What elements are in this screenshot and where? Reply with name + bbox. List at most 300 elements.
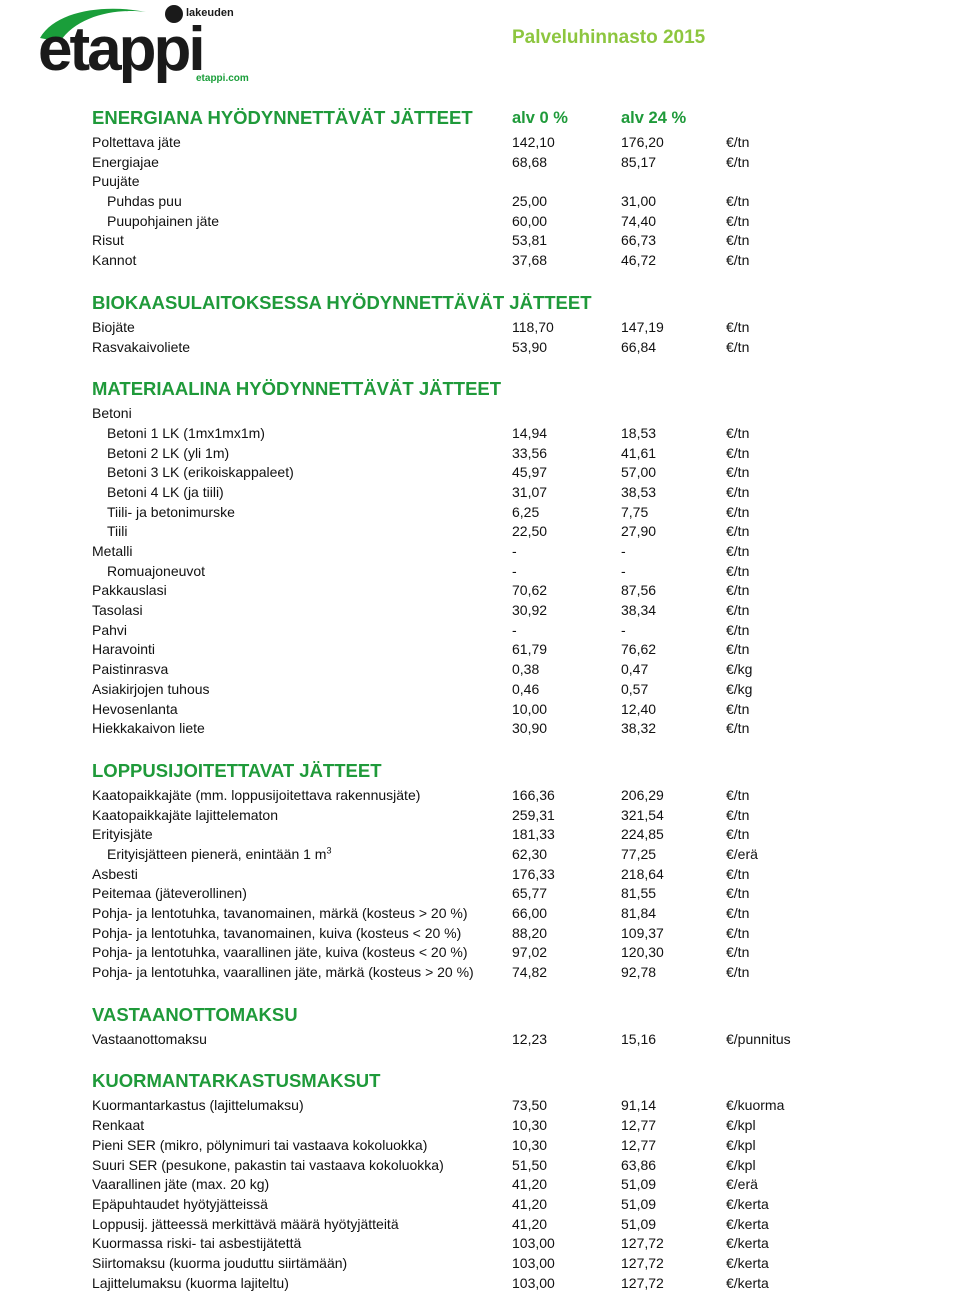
row-label: [92, 621, 127, 641]
price-vat0: 60,00: [512, 212, 548, 229]
row-label: [107, 845, 331, 865]
price-row: [92, 700, 952, 720]
section-header: [92, 1070, 952, 1096]
row-label: [92, 404, 132, 424]
price-vat0: 41,20: [512, 1195, 548, 1212]
row-label-text: Asbesti: [92, 865, 138, 882]
price-vat24: 224,85: [621, 826, 664, 843]
price-vat0: 30,92: [512, 602, 548, 619]
price-unit: €/tn: [726, 318, 750, 335]
price-vat24: -: [621, 562, 626, 579]
logo-url-text: etappi.com: [196, 73, 249, 84]
row-label-text: Kannot: [92, 252, 137, 269]
row-label: [92, 640, 155, 660]
row-label: [92, 700, 178, 720]
price-vat0: 259,31: [512, 806, 555, 823]
price-unit: €/tn: [726, 338, 750, 355]
row-label: [92, 660, 168, 680]
price-unit: €/erä: [726, 1176, 758, 1193]
price-unit: €/tn: [726, 562, 750, 579]
row-label: [92, 1195, 268, 1215]
price-row: [92, 318, 952, 338]
row-label: [92, 133, 181, 153]
row-label: [92, 806, 278, 826]
price-vat0: 53,90: [512, 338, 548, 355]
row-label: [107, 562, 205, 582]
price-row: [92, 463, 952, 483]
price-row: [92, 503, 952, 523]
price-row: [92, 212, 952, 232]
row-label: [92, 963, 474, 983]
row-label-text: Energiajae: [92, 153, 159, 170]
price-vat0: 30,90: [512, 720, 548, 737]
row-label: [92, 1175, 269, 1195]
price-row: [92, 845, 952, 865]
price-unit: €/tn: [726, 252, 750, 269]
row-label: [92, 601, 143, 621]
row-label: [92, 865, 138, 885]
row-label-text: Erityisjätteen pienerä, enintään 1 m: [107, 845, 327, 862]
section-title: BIOKAASULAITOKSESSA HYÖDYNNETTÄVÄT JÄTTEET: [92, 291, 592, 313]
price-unit: €/tn: [726, 483, 750, 500]
row-label-text: Pohja- ja lentotuhka, tavanomainen, märkä (kosteus > 20 %): [92, 905, 468, 921]
price-row: [92, 660, 952, 680]
row-label: [92, 1234, 301, 1254]
price-row: [92, 424, 952, 444]
price-unit: €/tn: [726, 826, 750, 843]
price-vat24: -: [621, 621, 626, 638]
price-row: [92, 1234, 952, 1254]
section-header: [92, 760, 952, 786]
price-vat0: 12,23: [512, 1030, 548, 1047]
price-row: [92, 601, 952, 621]
price-unit: €/tn: [726, 944, 750, 961]
price-unit: €/kpl: [726, 1117, 756, 1134]
price-row: [92, 1096, 952, 1116]
price-section: [92, 760, 952, 983]
row-label: [92, 318, 135, 338]
row-label-text: Rasvakaivoliete: [92, 338, 191, 355]
price-vat0: 176,33: [512, 865, 555, 882]
price-row: [92, 943, 952, 963]
price-vat24: 51,09: [621, 1195, 657, 1212]
price-row: [92, 963, 952, 983]
row-label-text: Betoni 2 LK (yli 1m): [107, 444, 230, 461]
price-unit: €/kpl: [726, 1156, 756, 1173]
price-vat24: 31,00: [621, 193, 657, 210]
row-label: [92, 1156, 444, 1176]
price-row: [92, 621, 952, 641]
price-vat24: 218,64: [621, 865, 664, 882]
price-vat24: 27,90: [621, 523, 657, 540]
row-label-text: Lajittelumaksu (kuorma lajiteltu): [92, 1274, 289, 1291]
price-vat24: 38,53: [621, 483, 657, 500]
price-section: [92, 378, 952, 739]
row-label: [92, 904, 467, 924]
row-label-text: Risut: [92, 232, 124, 249]
price-vat24: 63,86: [621, 1156, 657, 1173]
price-row: [92, 1175, 952, 1195]
row-label: [92, 153, 159, 173]
row-label: [107, 483, 224, 503]
row-label-text: Tiili: [107, 523, 128, 540]
row-label-text: Pohja- ja lentotuhka, tavanomainen, kuiva (kosteus < 20 %): [92, 924, 462, 941]
price-vat24: 12,40: [621, 700, 657, 717]
row-label-text: Pohja- ja lentotuhka, vaarallinen jäte, märkä (kosteus > 20 %): [92, 964, 474, 981]
price-vat0: 97,02: [512, 944, 548, 961]
price-vat24: 206,29: [621, 786, 664, 803]
row-label: [92, 338, 190, 358]
price-vat0: 45,97: [512, 464, 548, 481]
price-list: [92, 107, 952, 1314]
section-title: LOPPUSIJOITETTAVAT JÄTTEET: [92, 759, 382, 781]
price-unit: €/kpl: [726, 1136, 756, 1153]
price-vat0: 65,77: [512, 885, 548, 902]
price-vat0: 70,62: [512, 582, 548, 599]
price-unit: €/tn: [726, 786, 750, 803]
price-vat24: 51,09: [621, 1215, 657, 1232]
price-vat0: 37,68: [512, 252, 548, 269]
section-header: [92, 292, 952, 318]
row-label-text: Poltettava jäte: [92, 134, 181, 150]
price-vat0: 73,50: [512, 1097, 548, 1114]
price-row: [92, 865, 952, 885]
price-row: [92, 1136, 952, 1156]
price-section: [92, 107, 952, 271]
row-label: [92, 719, 205, 739]
price-vat24: 74,40: [621, 212, 657, 229]
row-label: [107, 192, 182, 212]
price-unit: €/kg: [726, 680, 753, 697]
price-vat0: 142,10: [512, 134, 555, 150]
row-label-text: Puhdas puu: [107, 193, 182, 210]
price-vat0: 0,38: [512, 661, 540, 678]
price-vat0: 103,00: [512, 1274, 555, 1291]
row-label-text: Pakkauslasi: [92, 582, 167, 599]
price-vat24: 12,77: [621, 1117, 657, 1134]
logo-top-text: lakeuden: [186, 7, 234, 19]
price-vat0: 53,81: [512, 232, 548, 249]
price-row: [92, 483, 952, 503]
price-unit: €/tn: [726, 720, 750, 737]
price-unit: €/punnitus: [726, 1030, 791, 1047]
row-label-text: Romuajoneuvot: [107, 562, 206, 579]
price-row: [92, 581, 952, 601]
row-label-text: Betoni 3 LK (erikoiskappaleet): [107, 464, 294, 481]
price-vat24: 57,00: [621, 464, 657, 481]
price-row: [92, 522, 952, 542]
price-vat0: 14,94: [512, 424, 548, 441]
row-label: [92, 825, 153, 845]
price-vat0: 103,00: [512, 1254, 555, 1271]
row-label-text: Betoni 1 LK (1mx1mx1m): [107, 424, 265, 441]
price-vat24: 66,73: [621, 232, 657, 249]
row-label: [92, 251, 136, 271]
price-vat0: 74,82: [512, 964, 548, 981]
price-vat24: 109,37: [621, 924, 664, 941]
price-unit: €/tn: [726, 905, 750, 921]
price-unit: €/kerta: [726, 1195, 769, 1212]
price-vat24: 120,30: [621, 944, 664, 961]
price-vat0: 118,70: [512, 318, 554, 335]
section-header: [92, 107, 952, 133]
row-label: [92, 884, 247, 904]
row-label: [107, 503, 235, 523]
row-label: [92, 786, 420, 806]
row-label: [92, 172, 139, 192]
price-vat24: 38,32: [621, 720, 657, 737]
price-vat0: 41,20: [512, 1215, 548, 1232]
price-vat0: 62,30: [512, 845, 548, 862]
price-row: [92, 153, 952, 173]
price-unit: €/kerta: [726, 1235, 769, 1252]
price-vat24: 38,34: [621, 602, 657, 619]
price-vat0: 41,20: [512, 1176, 548, 1193]
price-row: [92, 1195, 952, 1215]
row-label: [92, 1215, 399, 1235]
row-label-text: Hiekkakaivon liete: [92, 720, 205, 737]
row-label-text: Kaatopaikkajäte lajittelematon: [92, 806, 279, 823]
row-label: [92, 1030, 207, 1050]
price-row: [92, 719, 952, 739]
price-vat24: 76,62: [621, 641, 657, 658]
price-row: [92, 825, 952, 845]
price-row: [92, 806, 952, 826]
section-title: ENERGIANA HYÖDYNNETTÄVÄT JÄTTEET: [92, 107, 473, 128]
price-row: [92, 133, 952, 153]
price-vat0: -: [512, 543, 517, 559]
row-label-text: Pohja- ja lentotuhka, vaarallinen jäte, kuiva (kosteus < 20 %): [92, 944, 468, 961]
price-vat24: 85,17: [621, 153, 657, 170]
row-label-text: Epäpuhtaudet hyötyjätteissä: [92, 1195, 268, 1212]
price-unit: €/tn: [726, 444, 750, 461]
row-label: [92, 581, 167, 601]
price-unit: €/tn: [726, 153, 750, 170]
price-vat24: -: [621, 543, 626, 559]
price-row: [92, 251, 952, 271]
row-label-text: Betoni: [92, 405, 132, 422]
price-unit: €/tn: [726, 924, 750, 941]
price-row: [92, 640, 952, 660]
row-label-text: Haravointi: [92, 641, 156, 658]
price-vat0: 68,68: [512, 153, 548, 170]
price-row: [92, 338, 952, 358]
price-vat24: 0,47: [621, 661, 649, 678]
row-label-superscript: 3: [326, 845, 332, 856]
row-label: [92, 1116, 144, 1136]
price-vat24: 91,14: [621, 1097, 657, 1114]
price-row: [92, 884, 952, 904]
price-row: [92, 1274, 952, 1294]
column-header-vat0: alv 0 %: [512, 109, 568, 127]
price-vat24: 92,78: [621, 964, 657, 981]
price-unit: €/tn: [726, 212, 750, 229]
price-vat24: 147,19: [621, 318, 664, 335]
price-unit: €/kerta: [726, 1274, 769, 1291]
price-unit: €/tn: [726, 134, 750, 150]
price-vat0: -: [512, 621, 517, 638]
price-row: [92, 542, 952, 562]
price-unit: €/tn: [726, 806, 750, 823]
price-row: [92, 1116, 952, 1136]
price-vat24: 12,77: [621, 1136, 657, 1153]
row-label: [107, 212, 219, 232]
price-unit: €/tn: [726, 602, 750, 619]
price-vat0: 22,50: [512, 523, 548, 540]
row-label-text: Tiili- ja betonimurske: [107, 503, 235, 520]
section-title: MATERIAALINA HYÖDYNNETTÄVÄT JÄTTEET: [92, 378, 502, 400]
row-label: [107, 522, 127, 542]
row-label-text: Paistinrasva: [92, 661, 169, 678]
row-label: [92, 542, 132, 562]
row-label-text: Suuri SER (pesukone, pakastin tai vastaava kokoluokka): [92, 1156, 444, 1173]
price-vat0: -: [512, 562, 517, 579]
price-row: [92, 924, 952, 944]
price-unit: €/kuorma: [726, 1097, 785, 1114]
price-vat24: 81,84: [621, 905, 657, 921]
row-label-text: Kuormantarkastus (lajittelumaksu): [92, 1097, 304, 1114]
price-vat24: 18,53: [621, 424, 657, 441]
row-label-text: Peitemaa (jäteverollinen): [92, 885, 247, 902]
price-unit: €/tn: [726, 232, 750, 249]
price-vat0: 10,00: [512, 700, 548, 717]
price-vat24: 77,25: [621, 845, 657, 862]
price-unit: €/tn: [726, 865, 750, 882]
row-label-text: Vaarallinen jäte (max. 20 kg): [92, 1176, 270, 1193]
row-label-text: Kuormassa riski- tai asbestijätettä: [92, 1235, 302, 1252]
price-vat24: 15,16: [621, 1030, 657, 1047]
price-vat0: 88,20: [512, 924, 548, 941]
price-unit: €/kerta: [726, 1215, 769, 1232]
price-row: [92, 680, 952, 700]
price-row: [92, 404, 952, 424]
price-unit: €/tn: [726, 885, 750, 902]
row-label-text: Puupohjainen jäte: [107, 212, 220, 229]
row-label-text: Pieni SER (mikro, pölynimuri tai vastaava kokoluokka): [92, 1136, 428, 1153]
price-vat24: 127,72: [621, 1274, 664, 1291]
price-vat0: 6,25: [512, 503, 540, 520]
row-label-text: Asiakirjojen tuhous: [92, 680, 210, 697]
price-vat24: 321,54: [621, 806, 664, 823]
price-unit: €/tn: [726, 503, 750, 520]
row-label: [92, 943, 468, 963]
etappi-logo: [36, 2, 256, 84]
price-row: [92, 444, 952, 464]
row-label-text: Loppusij. jätteessä merkittävä määrä hyötyjätteitä: [92, 1215, 399, 1232]
section-title: KUORMANTARKASTUSMAKSUT: [92, 1070, 381, 1092]
price-unit: €/tn: [726, 964, 750, 981]
price-unit: €/kerta: [726, 1254, 769, 1271]
price-vat0: 25,00: [512, 193, 548, 210]
price-unit: €/tn: [726, 641, 750, 658]
price-unit: €/tn: [726, 424, 750, 441]
row-label: [107, 424, 265, 444]
price-vat0: 166,36: [512, 786, 555, 803]
row-label-text: Kaatopaikkajäte (mm. loppusijoitettava rakennusjäte): [92, 786, 421, 803]
price-section: [92, 1004, 952, 1050]
row-label: [92, 1136, 427, 1156]
price-row: [92, 1156, 952, 1176]
row-label-text: Erityisjäte: [92, 826, 153, 843]
price-row: [92, 1215, 952, 1235]
price-vat24: 176,20: [621, 134, 664, 150]
price-vat0: 33,56: [512, 444, 548, 461]
price-unit: €/tn: [726, 700, 750, 717]
row-label: [107, 444, 229, 464]
price-vat24: 0,57: [621, 680, 649, 697]
price-row: [92, 1030, 952, 1050]
row-label-text: Tasolasi: [92, 602, 143, 619]
price-row: [92, 231, 952, 251]
price-vat24: 51,09: [621, 1176, 657, 1193]
row-label: [92, 231, 124, 251]
price-unit: €/tn: [726, 523, 750, 540]
price-row: [92, 904, 952, 924]
row-label: [92, 924, 461, 944]
price-vat24: 46,72: [621, 252, 657, 269]
price-vat0: 66,00: [512, 905, 548, 921]
column-header-vat24: alv 24 %: [621, 109, 687, 127]
row-label: [107, 463, 294, 483]
price-vat0: 51,50: [512, 1156, 548, 1173]
price-vat0: 0,46: [512, 680, 540, 697]
row-label: [92, 1254, 347, 1274]
price-vat24: 7,75: [621, 503, 649, 520]
price-unit: €/tn: [726, 464, 750, 481]
price-vat0: 10,30: [512, 1117, 548, 1134]
price-vat24: 127,72: [621, 1254, 664, 1271]
price-vat24: 81,55: [621, 885, 657, 902]
price-row: [92, 192, 952, 212]
section-header: [92, 1004, 952, 1030]
price-unit: €/kg: [726, 661, 753, 678]
row-label-text: Hevosenlanta: [92, 700, 178, 717]
row-label-text: Pahvi: [92, 621, 128, 638]
price-row: [92, 562, 952, 582]
page-title: Palveluhinnasto 2015: [512, 27, 706, 48]
section-title: VASTAANOTTOMAKSU: [92, 1003, 298, 1025]
price-vat0: 181,33: [512, 826, 555, 843]
section-header: [92, 378, 952, 404]
price-vat24: 87,56: [621, 582, 657, 599]
price-vat0: 103,00: [512, 1235, 555, 1252]
row-label-text: Vastaanottomaksu: [92, 1030, 207, 1047]
price-vat0: 31,07: [512, 483, 548, 500]
row-label: [92, 1274, 289, 1294]
price-vat24: 41,61: [621, 444, 657, 461]
price-vat24: 127,72: [621, 1235, 664, 1252]
price-row: [92, 1254, 952, 1274]
row-label-text: Betoni 4 LK (ja tiili): [107, 483, 224, 500]
price-unit: €/tn: [726, 193, 750, 210]
price-unit: €/tn: [726, 543, 750, 559]
price-section: [92, 1070, 952, 1293]
price-unit: €/tn: [726, 582, 750, 599]
price-row: [92, 172, 952, 192]
row-label: [92, 1096, 304, 1116]
row-label-text: Puujäte: [92, 173, 140, 190]
logo-main-text: etappi: [38, 15, 203, 84]
price-vat0: 61,79: [512, 641, 548, 658]
row-label-text: Metalli: [92, 543, 133, 559]
row-label-text: Siirtomaksu (kuorma jouduttu siirtämään): [92, 1254, 348, 1271]
row-label-text: Biojäte: [92, 318, 135, 335]
price-unit: €/erä: [726, 845, 758, 862]
price-section: [92, 292, 952, 357]
row-label-text: Renkaat: [92, 1117, 145, 1134]
row-label: [92, 680, 210, 700]
price-vat24: 66,84: [621, 338, 657, 355]
